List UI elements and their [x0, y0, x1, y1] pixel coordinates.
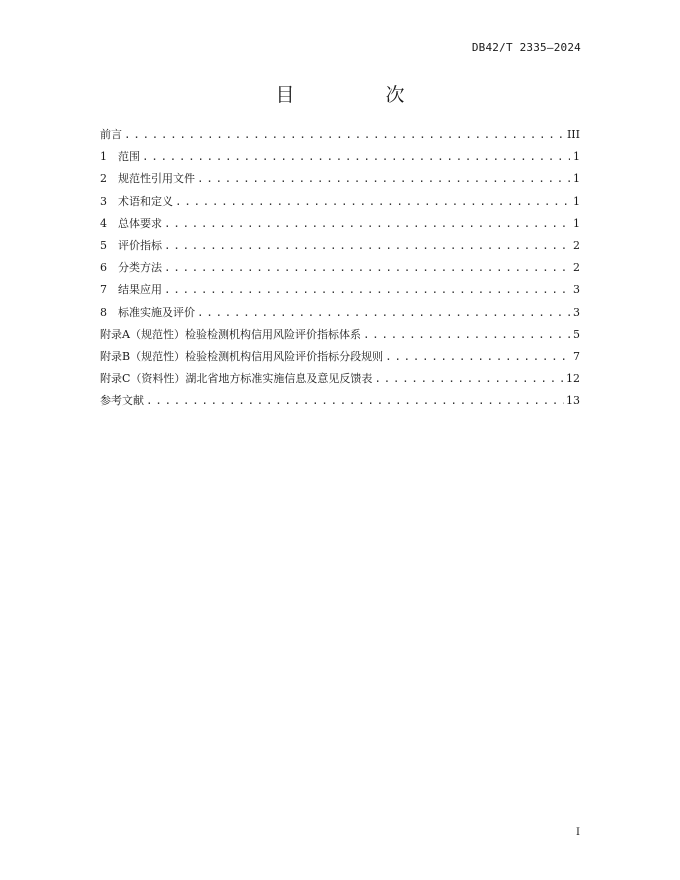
toc-entry-appendix-c[interactable]	[100, 370, 580, 392]
toc-title: 目 次	[275, 84, 441, 106]
toc-leader-dots	[164, 261, 570, 274]
toc-entry-label: 3 术语和定义	[100, 194, 173, 208]
toc-entry-page: 7	[573, 349, 580, 363]
toc-leader-dots	[175, 195, 570, 208]
toc-entry-normative-references[interactable]	[100, 170, 580, 192]
toc-leader-dots	[164, 283, 570, 296]
toc-leader-dots	[124, 128, 565, 141]
toc-entry-page: 3	[573, 305, 580, 319]
toc-entry-page: 1	[573, 216, 580, 230]
toc-entry-implementation-evaluation[interactable]	[100, 304, 580, 326]
toc-entry-page: 1	[573, 172, 580, 186]
toc-entry-terms-definitions[interactable]	[100, 193, 580, 215]
toc-leader-dots	[164, 239, 570, 252]
toc-entry-page: 13	[566, 394, 580, 408]
toc-entry-classification-method[interactable]	[100, 259, 580, 281]
toc-entry-label: 附录B（规范性）检验检测机构信用风险评价指标分段规则	[100, 349, 384, 363]
toc-leader-dots	[197, 306, 570, 319]
toc-leader-dots	[142, 150, 570, 163]
toc-entry-label: 参考文献	[100, 394, 144, 408]
toc-entry-page: 1	[573, 150, 580, 164]
toc-leader-dots	[164, 217, 570, 230]
toc-entry-label: 5 评价指标	[100, 238, 162, 252]
toc-entry-label: 7 结果应用	[100, 283, 162, 297]
toc-leader-dots	[385, 350, 570, 363]
toc-entry-general-requirements[interactable]	[100, 215, 580, 237]
toc-entry-appendix-a[interactable]	[100, 326, 580, 348]
document-code: DB42/T 2335—2024	[471, 41, 581, 54]
toc-entry-label: 附录A（规范性）检验检测机构信用风险评价指标体系	[100, 327, 361, 341]
toc-entry-bibliography[interactable]	[100, 392, 580, 414]
toc-entry-page: 12	[566, 372, 580, 386]
toc-entry-page: 1	[573, 194, 580, 208]
toc-entry-page: III	[566, 128, 580, 141]
toc-entry-result-application[interactable]	[100, 281, 580, 303]
page-number: I	[576, 827, 580, 838]
toc-entry-label: 1 范围	[100, 150, 140, 164]
toc-leader-dots	[374, 372, 564, 385]
toc-entry-scope[interactable]	[100, 148, 580, 170]
toc-entry-appendix-b[interactable]	[100, 348, 580, 370]
toc-entry-label: 8 标准实施及评价	[100, 305, 195, 319]
toc-entry-label: 2 规范性引用文件	[100, 172, 195, 186]
toc-leader-dots	[363, 328, 570, 341]
toc-entry-foreword[interactable]	[100, 126, 580, 148]
table-of-contents	[100, 126, 580, 414]
toc-entry-page: 2	[573, 238, 580, 252]
toc-entry-label: 前言	[100, 128, 122, 141]
toc-entry-page: 3	[573, 283, 580, 297]
toc-entry-label: 附录C（资料性）湖北省地方标准实施信息及意见反馈表	[100, 372, 373, 386]
toc-leader-dots	[146, 394, 564, 407]
toc-entry-page: 2	[573, 261, 580, 275]
toc-entry-label: 4 总体要求	[100, 216, 162, 230]
toc-entry-page: 5	[573, 327, 580, 341]
toc-entry-evaluation-indicators[interactable]	[100, 237, 580, 259]
toc-leader-dots	[197, 172, 570, 185]
toc-entry-label: 6 分类方法	[100, 261, 162, 275]
